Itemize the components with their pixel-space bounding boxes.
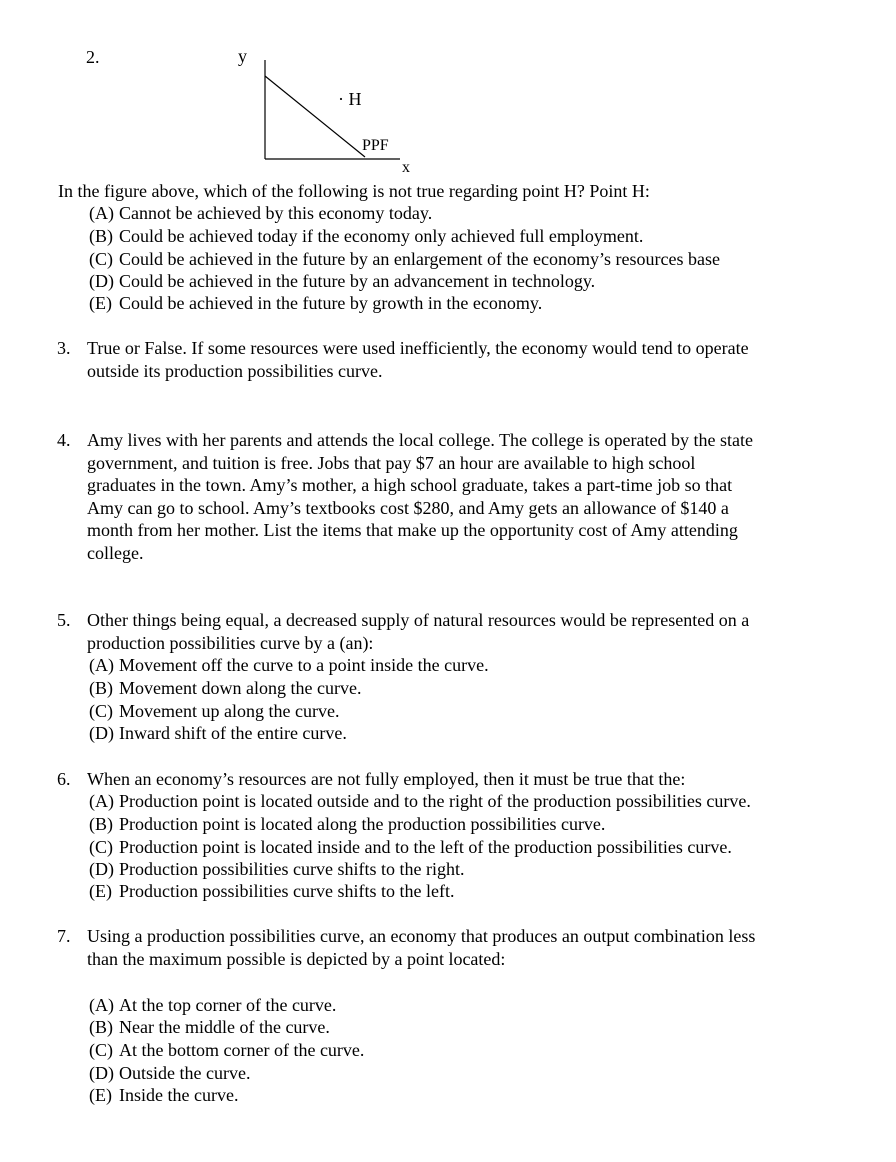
- option-item[interactable]: (A) At the top corner of the curve.: [89, 995, 337, 1015]
- point-h-label: · H: [338, 89, 362, 109]
- option-item[interactable]: (C) Movement up along the curve.: [89, 701, 340, 721]
- option-item[interactable]: (C) Production point is located inside and to the left of the production possibilities curve.: [89, 837, 732, 857]
- question-3-text: True or False. If some resources were used inefficiently, the economy would tend to operate outside its production possibilities curve.: [87, 338, 749, 381]
- option-item[interactable]: (D) Outside the curve.: [89, 1063, 251, 1083]
- option-item[interactable]: (D) Production possibilities curve shifts to the right.: [89, 859, 465, 879]
- question-4-text: Amy lives with her parents and attends the local college. The college is operated by the state government, and tuition is free. Jobs that pay $7 an hour are available to high school graduates in the town. Amy’s mother, a high school graduate, takes a part-time job so that Amy can go to school. Amy’s textbooks cost $280, and Amy gets an allowance of $140 a month from her mother. List the items that make up the opportunity cost of Amy attending college.: [87, 430, 753, 563]
- question-2-number: 2.: [86, 47, 100, 67]
- y-axis-label: y: [238, 46, 247, 66]
- question-7-number: 7.: [57, 926, 71, 946]
- option-item[interactable]: (A) Movement off the curve to a point inside the curve.: [89, 655, 489, 675]
- question-6-number: 6.: [57, 769, 71, 789]
- option-item[interactable]: (E) Could be achieved in the future by growth in the economy.: [89, 293, 543, 313]
- option-item[interactable]: (B) Production point is located along the production possibilities curve.: [89, 814, 606, 834]
- option-item[interactable]: (E) Inside the curve.: [89, 1085, 239, 1105]
- question-4-number: 4.: [57, 430, 71, 450]
- option-item[interactable]: (D) Could be achieved in the future by an advancement in technology.: [89, 271, 596, 291]
- option-item[interactable]: (C) At the bottom corner of the curve.: [89, 1040, 365, 1060]
- x-axis-label: x: [402, 159, 410, 175]
- question-6-text: When an economy’s resources are not fully employed, then it must be true that the:: [87, 769, 686, 789]
- ppf-figure: [230, 40, 420, 175]
- question-7-text: Using a production possibilities curve, an economy that produces an output combination less than the maximum possible is depicted by a point located:: [87, 926, 756, 969]
- question-2-stem: In the figure above, which of the following is not true regarding point H? Point H:: [58, 181, 650, 201]
- question-3-number: 3.: [57, 338, 71, 358]
- ppf-curve-label: PPF: [362, 137, 389, 154]
- option-item[interactable]: (A) Cannot be achieved by this economy today.: [89, 203, 433, 223]
- option-item[interactable]: (A) Production point is located outside and to the right of the production possibilities curve.: [89, 791, 751, 811]
- option-item[interactable]: (D) Inward shift of the entire curve.: [89, 723, 347, 743]
- question-5-number: 5.: [57, 610, 71, 630]
- option-item[interactable]: (E) Production possibilities curve shifts to the left.: [89, 881, 455, 901]
- option-item[interactable]: (C) Could be achieved in the future by an enlargement of the economy’s resources base: [89, 249, 720, 269]
- question-5-text: Other things being equal, a decreased supply of natural resources would be represented on a production possibilities curve by a (an):: [87, 610, 750, 653]
- option-item[interactable]: (B) Near the middle of the curve.: [89, 1017, 330, 1037]
- option-item[interactable]: (B) Could be achieved today if the economy only achieved full employment.: [89, 226, 644, 246]
- option-item[interactable]: (B) Movement down along the curve.: [89, 678, 362, 698]
